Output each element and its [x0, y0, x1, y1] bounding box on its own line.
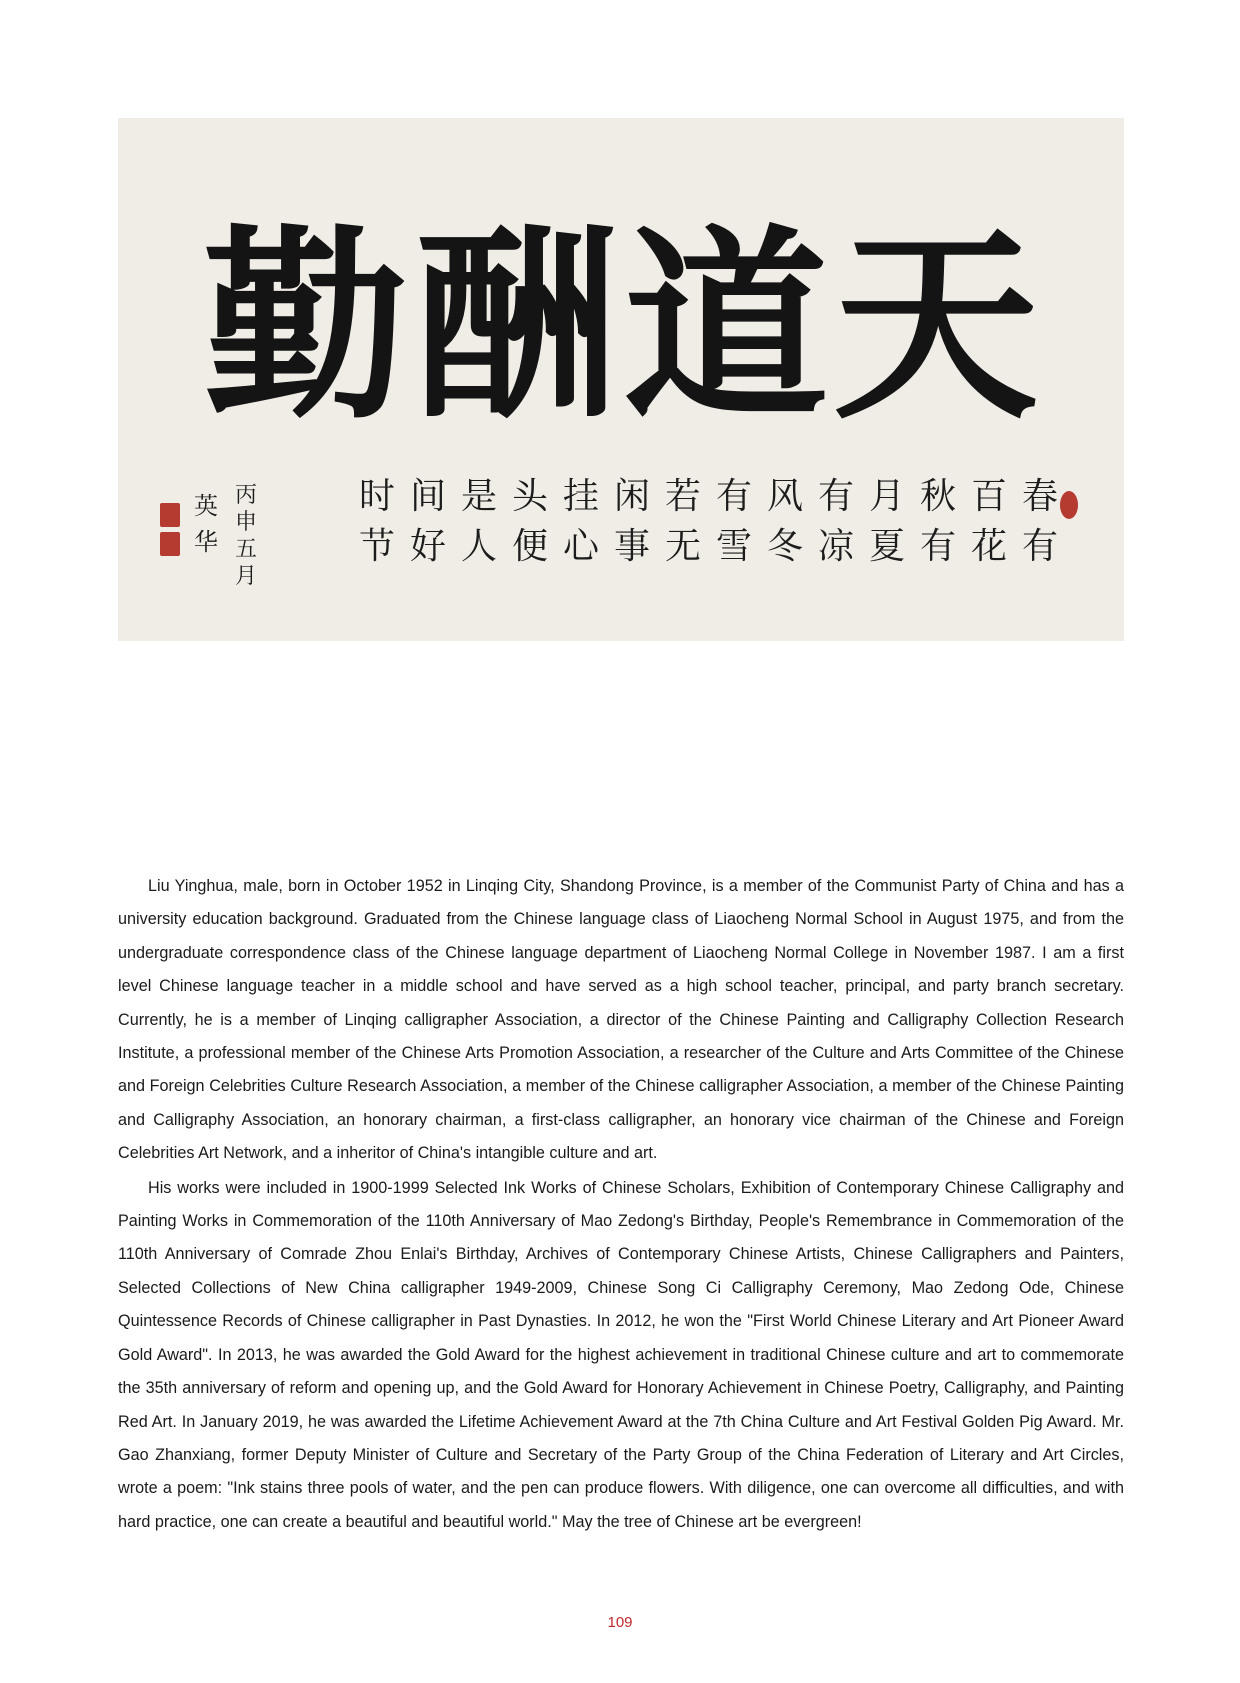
poem-char: 若 [664, 476, 702, 517]
poem-char: 花 [970, 526, 1008, 567]
poem-char: 无 [664, 526, 702, 567]
inscription-char: 华 [194, 528, 218, 556]
poem-char: 夏 [868, 526, 906, 567]
poem-char: 月 [868, 476, 906, 517]
poem-char: 百 [970, 476, 1008, 517]
inscription-char: 英 [194, 492, 218, 520]
poem-char: 春 [1021, 476, 1059, 517]
poem-char: 风 [766, 476, 804, 517]
seal-stamp [160, 503, 180, 527]
poem-char: 事 [613, 526, 651, 567]
poem-char: 便 [511, 526, 549, 567]
main-character-2: 道 [623, 207, 829, 447]
calligraphy-canvas [118, 118, 1124, 641]
poem-char: 有 [1021, 526, 1059, 567]
poem-char: 节 [358, 526, 396, 567]
poem-char: 凉 [817, 526, 855, 567]
biography-text [118, 870, 1124, 1540]
poem-char: 冬 [766, 526, 804, 567]
inscription-char: 申 [234, 510, 258, 535]
poem-char: 有 [715, 476, 753, 517]
inscription-char: 丙 [234, 483, 258, 508]
seal-stamp [160, 532, 180, 556]
poem-char: 间 [409, 476, 447, 517]
inscription-char: 月 [234, 564, 258, 589]
main-character-3: 酬 [413, 207, 619, 447]
page-number: 109 [607, 1614, 633, 1631]
poem-char: 人 [460, 526, 498, 567]
poem-char: 有 [817, 476, 855, 517]
poem-char: 闲 [613, 476, 651, 517]
paragraph: Liu Yinghua, male, born in October 1952 in Linqing City, Shandong Province, is a member of the Communist Party of China and has a university education background. Graduated from the Chinese language class of Liaocheng Normal School in August 1975, and from the undergraduate correspondence class of the Chinese language department of Liaocheng Normal College in November 1987. I am a first level Chinese language teacher in a middle school and have served as a high school teacher, principal, and party branch secretary. Currently, he is a member of Linqing calligrapher Association, a director of the Chinese Painting and Calligraphy Collection Research Institute, a professional member of the Chinese Arts Promotion Association, a researcher of the Culture and Arts Committee of the Chinese and Foreign Celebrities Culture Research Association, a member of the Chinese calligrapher Association, a member of the Chinese Painting and Calligraphy Association, an honorary chairman, a first-class calligrapher, an honorary vice chairman of the Chinese and Foreign Celebrities Art Network, and a inheritor of China's intangible culture and art. [118, 877, 1124, 1163]
poem-char: 好 [409, 526, 447, 567]
poem-char: 雪 [715, 526, 753, 567]
poem-char: 时 [358, 476, 396, 517]
paragraph: His works were included in 1900-1999 Selected Ink Works of Chinese Scholars, Exhibition of Contemporary Chinese Calligraphy and Painting Works in Commemoration of the 110th Anniversary of Mao Zedong's Birthday, People's Remembrance in Commemoration of the 110th Anniversary of Comrade Zhou Enlai's Birthday, Archives of Contemporary Chinese Artists, Chinese Calligraphers and Painters, Selected Collections of New China calligrapher 1949-2009, Chinese Song Ci Calligraphy Ceremony, Mao Zedong Ode, Chinese Quintessence Records of Chinese calligrapher in Past Dynasties. In 2012, he won the "First World Chinese Literary and Art Pioneer Award Gold Award". In 2013, he was awarded the Gold Award for the highest achievement in traditional Chinese culture and art to commemorate the 35th anniversary of reform and opening up, and the Gold Award for Honorary Achievement in Chinese Poetry, Calligraphy, and Painting Red Art. In January 2019, he was awarded the Lifetime Achievement Award at the 7th China Culture and Art Festival Golden Pig Award. Mr. Gao Zhanxiang, former Deputy Minister of Culture and Secretary of the Party Group of the China Federation of Literary and Art Circles, wrote a poem: "Ink stains three pools of water, and the pen can produce flowers. With diligence, one can overcome all difficulties, and with hard practice, one can create a beautiful and beautiful world." May the tree of Chinese art be evergreen! [118, 1178, 1124, 1531]
main-character-4: 勤 [203, 207, 409, 447]
calligraphy-artwork [118, 118, 1124, 641]
poem-char: 有 [919, 526, 957, 567]
poem-char: 心 [562, 526, 600, 567]
poem-char: 挂 [562, 476, 600, 517]
poem-char: 头 [511, 476, 549, 517]
seal-stamp [1060, 491, 1078, 519]
poem-char: 秋 [919, 476, 957, 517]
poem-char: 是 [460, 476, 498, 517]
main-character-1: 天 [833, 207, 1039, 447]
inscription-char: 五 [234, 537, 258, 562]
